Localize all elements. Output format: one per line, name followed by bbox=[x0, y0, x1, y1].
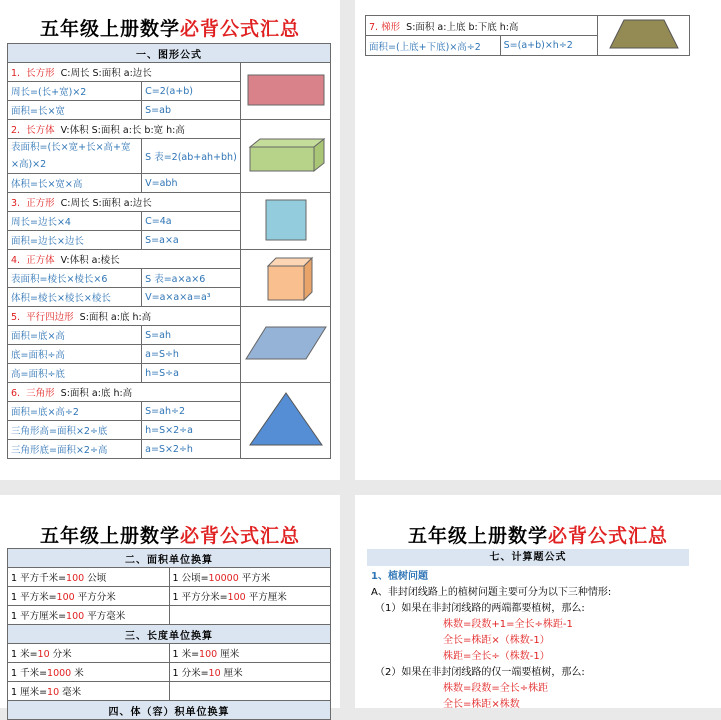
formula-symbol: S=ah÷2 bbox=[142, 402, 241, 421]
area-units-header: 二、面积单位换算 bbox=[8, 549, 331, 568]
unit-tables bbox=[7, 548, 331, 720]
empty-cell bbox=[169, 682, 331, 701]
paragraph: A、非封闭线路上的植树问题主要可分为以下三种情形: bbox=[371, 587, 612, 598]
case-1: （1）如果在非封闭线路的两端都要植树，那么: bbox=[375, 603, 585, 614]
formula-text: 面积=(上底+下底)×高÷2 bbox=[366, 36, 501, 56]
formula-text: 体积=棱长×棱长×棱长 bbox=[8, 288, 142, 307]
formula-line: 全长=株距×（株数-1） bbox=[443, 635, 550, 646]
doc-title: 五年级上册数学必背公式汇总 bbox=[39, 525, 301, 547]
page-geometry bbox=[0, 0, 340, 480]
trapezoid-figure bbox=[598, 16, 690, 56]
formula-line: 株数=段数+1=全长÷株距-1 bbox=[443, 619, 573, 630]
triangle-figure bbox=[241, 383, 331, 459]
shape-heading-trapezoid: 7. 梯形 S:面积 a:上底 b:下底 h:高 bbox=[366, 16, 598, 36]
formula-symbol: S=ab bbox=[142, 101, 241, 120]
formula-text: 三角形高=面积×2÷底 bbox=[8, 421, 142, 440]
formula-text: 三角形底=面积×2÷高 bbox=[8, 440, 142, 459]
rectangle-figure bbox=[241, 63, 331, 120]
parallelogram-figure bbox=[241, 307, 331, 383]
length-unit-cell: 1 米=10 分米 bbox=[8, 644, 170, 663]
calc-header: 七、计算题公式 bbox=[367, 549, 689, 566]
geometry-table bbox=[7, 43, 331, 459]
formula-symbol: S=ah bbox=[142, 326, 241, 345]
formula-symbol: C=2(a+b) bbox=[142, 82, 241, 101]
volume-units-header: 四、体（容）积单位换算 bbox=[8, 701, 331, 720]
shape-heading-square: 3. 正方形 C:周长 S:面积 a:边长 bbox=[8, 193, 241, 212]
formula-text: 面积=底×高 bbox=[8, 326, 142, 345]
area-unit-cell: 1 平方厘米=100 平方毫米 bbox=[8, 606, 170, 625]
cube-figure bbox=[241, 250, 331, 307]
trapezoid-table bbox=[365, 15, 690, 56]
shape-heading-cuboid: 2. 长方体 V:体积 S:面积 a:长 b:宽 h:高 bbox=[8, 120, 241, 139]
formula-text: 周长=边长×4 bbox=[8, 212, 142, 231]
length-unit-cell: 1 米=100 厘米 bbox=[169, 644, 331, 663]
cuboid-figure bbox=[241, 120, 331, 193]
formula-text: 底=面积÷高 bbox=[8, 345, 142, 364]
area-unit-cell: 1 公顷=10000 平方米 bbox=[169, 568, 331, 587]
length-unit-cell: 1 千米=1000 米 bbox=[8, 663, 170, 682]
formula-text: 体积=长×宽×高 bbox=[8, 174, 142, 193]
formula-line: 株距=全长÷（株数-1） bbox=[443, 651, 550, 662]
formula-symbol: C=4a bbox=[142, 212, 241, 231]
empty-cell bbox=[169, 606, 331, 625]
doc-title: 五年级上册数学必背公式汇总 bbox=[39, 18, 301, 40]
subsection-title: 1、植树问题 bbox=[371, 571, 428, 582]
formula-text: 高=面积÷底 bbox=[8, 364, 142, 383]
area-unit-cell: 1 平方千米=100 公顷 bbox=[8, 568, 170, 587]
formula-text: 表面积=(长×宽+长×高+宽×高)×2 bbox=[8, 139, 142, 174]
case-2: （2）如果在非封闭线路的仅一端要植树，那么: bbox=[375, 667, 585, 678]
formula-text: 面积=长×宽 bbox=[8, 101, 142, 120]
formula-symbol: h=S×2÷a bbox=[142, 421, 241, 440]
formula-text: 周长=(长+宽)×2 bbox=[8, 82, 142, 101]
formula-symbol: V=a×a×a=a³ bbox=[142, 288, 241, 307]
formula-symbol: a=S×2÷h bbox=[142, 440, 241, 459]
formula-line: 株数=段数=全长÷株距 bbox=[443, 683, 549, 694]
formula-symbol: S 表=2(ab+ah+bh) bbox=[142, 139, 241, 174]
formula-line: 全长=株距×株数 bbox=[443, 699, 520, 710]
length-units-header: 三、长度单位换算 bbox=[8, 625, 331, 644]
shape-heading-cube: 4. 正方体 V:体积 a:棱长 bbox=[8, 250, 241, 269]
length-unit-cell: 1 分米=10 厘米 bbox=[169, 663, 331, 682]
shape-heading-rectangle: 1. 长方形 C:周长 S:面积 a:边长 bbox=[8, 63, 241, 82]
formula-text: 面积=边长×边长 bbox=[8, 231, 142, 250]
length-unit-cell: 1 厘米=10 毫米 bbox=[8, 682, 170, 701]
formula-symbol: a=S÷h bbox=[142, 345, 241, 364]
shape-heading-triangle: 6. 三角形 S:面积 a:底 h:高 bbox=[8, 383, 241, 402]
page-units bbox=[0, 495, 340, 718]
square-figure bbox=[241, 193, 331, 250]
page-trapezoid bbox=[355, 0, 721, 480]
section-header: 一、图形公式 bbox=[8, 44, 331, 63]
page-calc bbox=[355, 495, 721, 708]
formula-symbol: h=S÷a bbox=[142, 364, 241, 383]
area-unit-cell: 1 平方分米=100 平方厘米 bbox=[169, 587, 331, 606]
formula-text: 表面积=棱长×棱长×6 bbox=[8, 269, 142, 288]
formula-symbol: S=(a+b)×h÷2 bbox=[500, 36, 598, 56]
shape-heading-parallelogram: 5. 平行四边形 S:面积 a:底 h:高 bbox=[8, 307, 241, 326]
formula-symbol: S=a×a bbox=[142, 231, 241, 250]
calc-content bbox=[371, 569, 711, 713]
area-unit-cell: 1 平方米=100 平方分米 bbox=[8, 587, 170, 606]
formula-text: 面积=底×高÷2 bbox=[8, 402, 142, 421]
formula-symbol: V=abh bbox=[142, 174, 241, 193]
formula-symbol: S 表=a×a×6 bbox=[142, 269, 241, 288]
doc-title: 五年级上册数学必背公式汇总 bbox=[407, 525, 669, 547]
